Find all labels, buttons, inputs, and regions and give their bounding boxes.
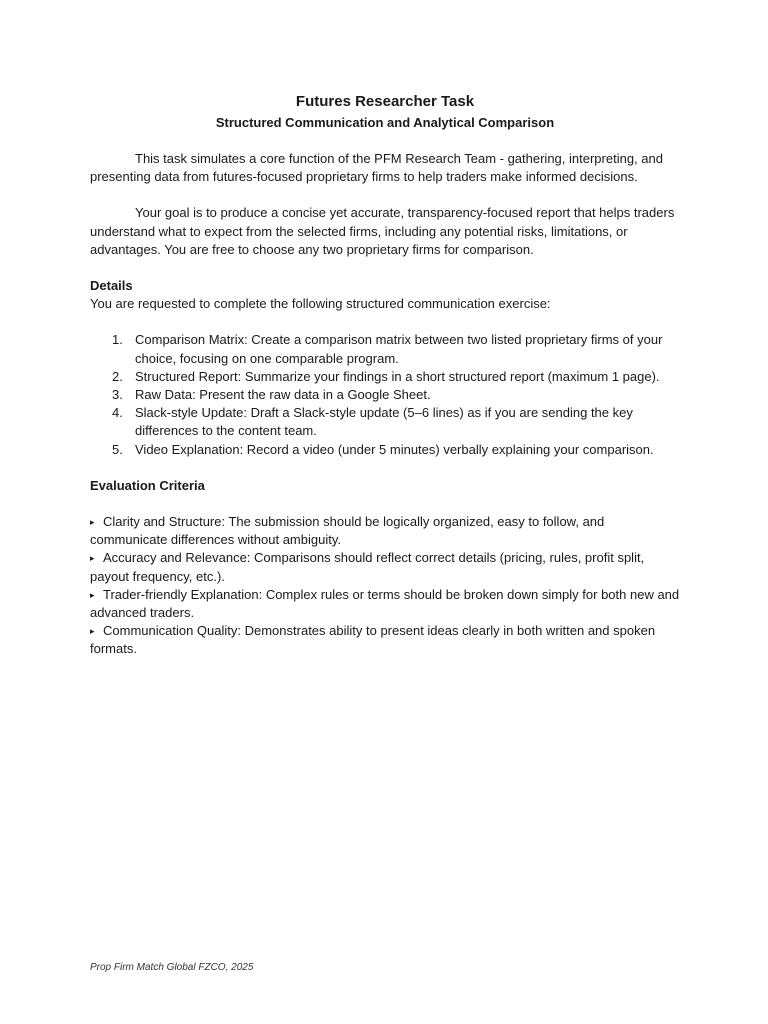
evaluation-heading: Evaluation Criteria xyxy=(90,477,205,493)
list-item xyxy=(90,404,680,440)
document-body xyxy=(90,92,680,659)
list-item xyxy=(90,386,680,404)
triangle-bullet-icon: ▸ xyxy=(90,626,95,637)
page-footer: Prop Firm Match Global FZCO, 2025 xyxy=(90,962,254,973)
criteria-item xyxy=(90,513,680,549)
triangle-bullet-icon: ▸ xyxy=(90,553,95,564)
criteria-item xyxy=(90,622,680,658)
list-item xyxy=(90,441,680,459)
triangle-bullet-icon: ▸ xyxy=(90,589,95,600)
criteria-text: Clarity and Structure: The submission should be logically organized, easy to follow, and communicate differences without ambiguity. xyxy=(90,514,605,548)
list-item-text: Slack-style Update: Draft a Slack-style update (5–6 lines) as if you are sending the key differences to the content team. xyxy=(135,405,633,439)
list-item xyxy=(90,368,680,386)
list-item-text: Structured Report: Summarize your findings in a short structured report (maximum 1 page). xyxy=(135,368,660,384)
criteria-item xyxy=(90,586,680,622)
criteria-list xyxy=(90,513,680,659)
details-intro: You are requested to complete the following structured communication exercise: xyxy=(90,296,551,312)
criteria-text: Communication Quality: Demonstrates ability to present ideas clearly in both written and spoken formats. xyxy=(90,623,656,657)
list-item-text: Raw Data: Present the raw data in a Google Sheet. xyxy=(135,387,431,403)
criteria-text: Trader-friendly Explanation: Complex rules or terms should be broken down simply for both new and advanced traders. xyxy=(90,586,680,621)
list-item-text: Comparison Matrix: Create a comparison matrix between two listed proprietary firms of your choice, focusing on one comparable program. xyxy=(135,332,663,366)
document-title: Futures Researcher Task xyxy=(295,93,475,110)
list-item-number: 4. xyxy=(112,405,123,421)
list-item-number: 2. xyxy=(112,368,123,384)
list-item-text: Video Explanation: Record a video (under 5 minutes) verbally explaining your comparison. xyxy=(135,441,654,457)
list-item-number: 3. xyxy=(112,387,123,403)
list-item-number: 1. xyxy=(112,332,123,348)
criteria-text: Accuracy and Relevance: Comparisons should reflect correct details (pricing, rules, profit split, payout frequency, etc.). xyxy=(90,550,645,584)
details-heading: Details xyxy=(90,278,133,294)
triangle-bullet-icon: ▸ xyxy=(90,517,95,528)
intro-paragraph-2: Your goal is to produce a concise yet accurate, transparency-focused report that helps traders understand what to expect from the selected firms, including any potential risks, limitations, or advantages. You are free to choose any two proprietary firms for comparison. xyxy=(90,205,675,257)
list-item xyxy=(90,331,680,367)
criteria-item xyxy=(90,549,680,585)
steps-list xyxy=(90,331,680,458)
document-subtitle: Structured Communication and Analytical Comparison xyxy=(215,115,555,130)
list-item-number: 5. xyxy=(112,441,123,457)
intro-paragraph-1: This task simulates a core function of the PFM Research Team - gathering, interpreting, and presenting data from futures-focused proprietary firms to help traders make informed decisions. xyxy=(90,151,663,185)
